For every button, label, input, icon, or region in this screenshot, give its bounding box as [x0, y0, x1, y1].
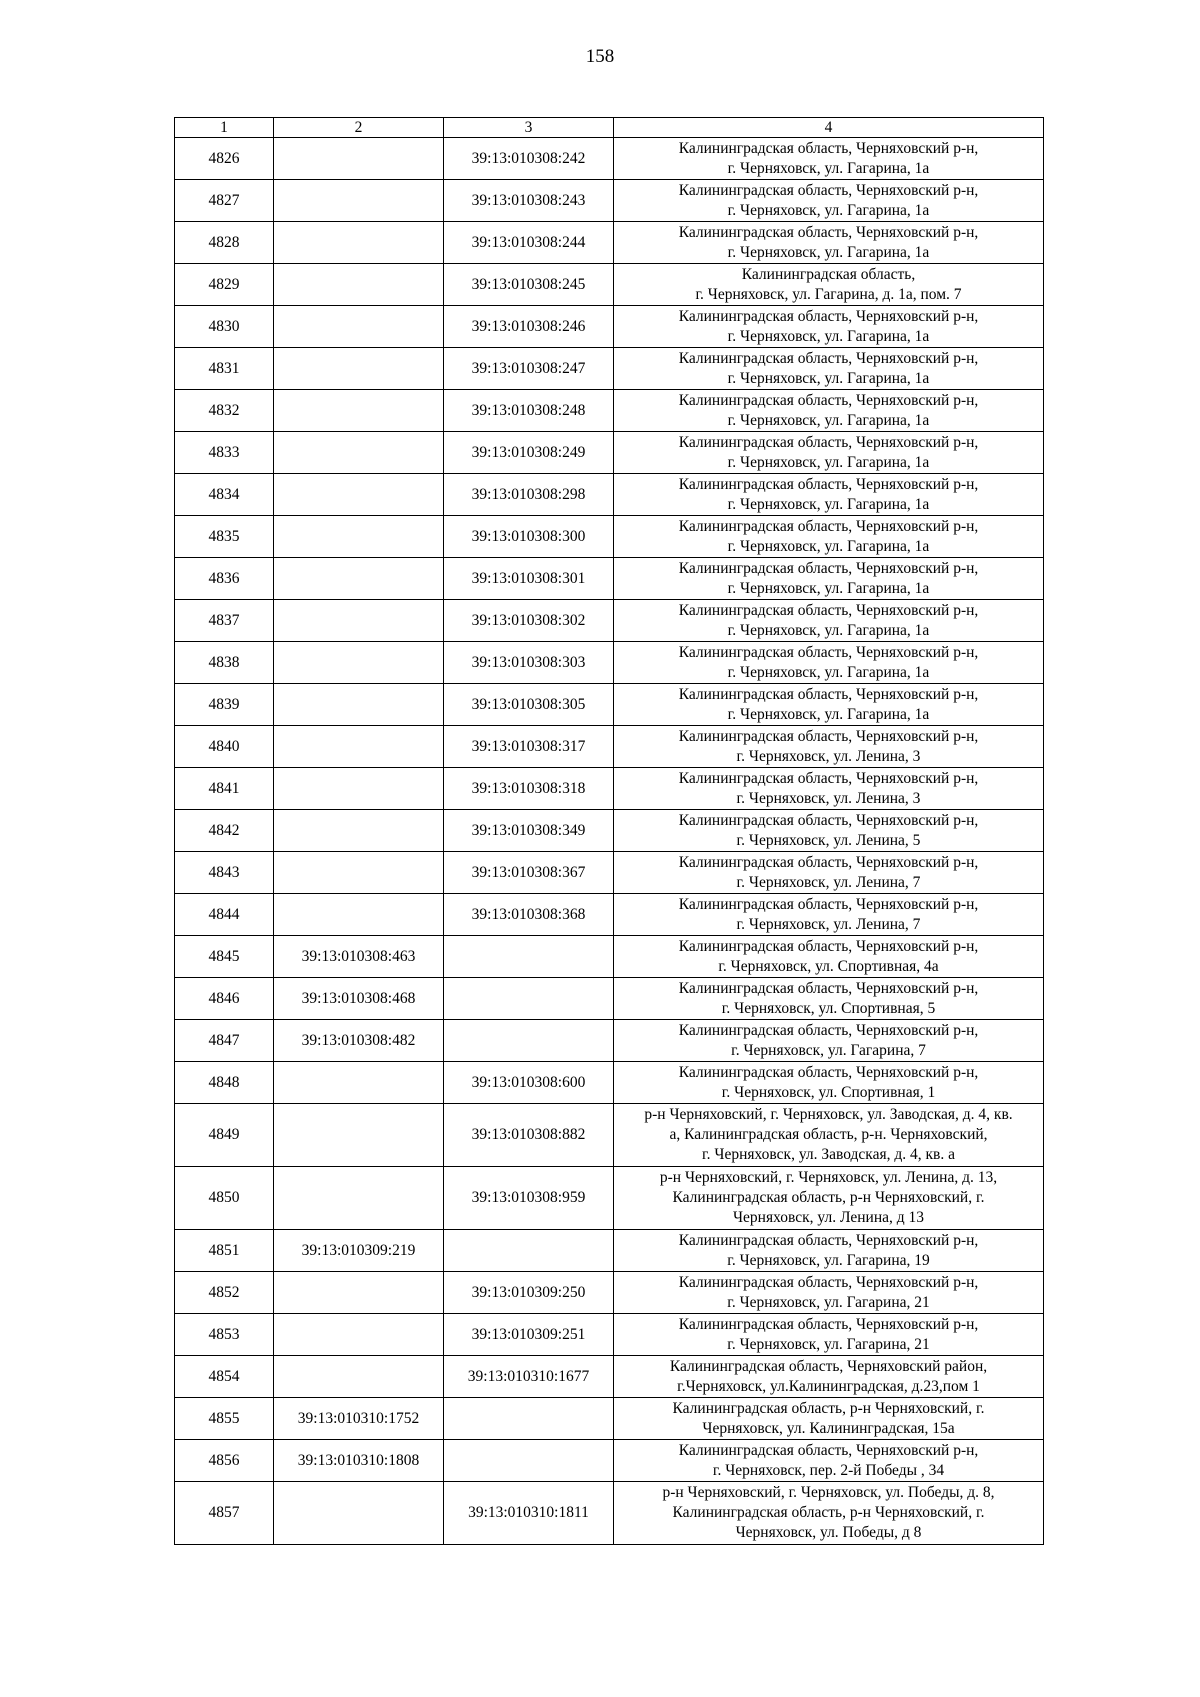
row-number-cell: 4852: [175, 1272, 274, 1314]
row-number-cell: 4850: [175, 1167, 274, 1230]
cadastral-number-col2-cell: 39:13:010309:219: [274, 1230, 444, 1272]
row-number-cell: 4847: [175, 1020, 274, 1062]
cadastral-number-col3-cell: [444, 936, 614, 978]
address-cell: Калининградская область, Черняховский район, г.Черняховск, ул.Калининградская, д.23,пом 1: [614, 1356, 1044, 1398]
cadastral-number-col2-cell: [274, 810, 444, 852]
cadastral-number-col2-cell: [274, 894, 444, 936]
header-col-1: 1: [175, 118, 274, 138]
cadastral-number-col2-cell: [274, 1356, 444, 1398]
address-cell: Калининградская область, Черняховский р-н, г. Черняховск, ул. Гагарина, 1а: [614, 558, 1044, 600]
table-row: [175, 936, 1044, 978]
table-row: [175, 138, 1044, 180]
row-number-cell: 4834: [175, 474, 274, 516]
table-body: [175, 138, 1044, 1545]
cadastral-number-col2-cell: [274, 1272, 444, 1314]
cadastral-number-col3-cell: [444, 1440, 614, 1482]
address-cell: Калининградская область, г. Черняховск, ул. Гагарина, д. 1а, пом. 7: [614, 264, 1044, 306]
table-row: [175, 1020, 1044, 1062]
cadastral-number-col3-cell: 39:13:010308:882: [444, 1104, 614, 1167]
address-cell: р-н Черняховский, г. Черняховск, ул. Победы, д. 8, Калининградская область, р-н Черняховский, г. Черняховск, ул. Победы, д 8: [614, 1482, 1044, 1545]
table-row: [175, 306, 1044, 348]
table-header: [175, 118, 1044, 138]
table-row: [175, 684, 1044, 726]
cadastral-number-col2-cell: [274, 1062, 444, 1104]
cadastral-number-col2-cell: [274, 1314, 444, 1356]
cadastral-number-col2-cell: [274, 600, 444, 642]
table-row: [175, 978, 1044, 1020]
cadastral-number-col3-cell: 39:13:010308:243: [444, 180, 614, 222]
header-col-3: 3: [444, 118, 614, 138]
table-row: [175, 1482, 1044, 1545]
address-cell: Калининградская область, Черняховский р-н, г. Черняховск, ул. Ленина, 7: [614, 852, 1044, 894]
cadastral-number-col2-cell: 39:13:010308:463: [274, 936, 444, 978]
address-cell: Калининградская область, Черняховский р-н, г. Черняховск, пер. 2-й Победы , 34: [614, 1440, 1044, 1482]
table-row: [175, 180, 1044, 222]
address-cell: Калининградская область, Черняховский р-н, г. Черняховск, ул. Гагарина, 1а: [614, 390, 1044, 432]
cadastral-number-col3-cell: 39:13:010310:1677: [444, 1356, 614, 1398]
cadastral-number-col3-cell: 39:13:010308:367: [444, 852, 614, 894]
address-cell: Калининградская область, р-н Черняховский, г. Черняховск, ул. Калининградская, 15а: [614, 1398, 1044, 1440]
cadastral-number-col2-cell: [274, 516, 444, 558]
cadastral-number-col3-cell: [444, 1020, 614, 1062]
cadastral-number-col2-cell: [274, 768, 444, 810]
row-number-cell: 4857: [175, 1482, 274, 1545]
row-number-cell: 4838: [175, 642, 274, 684]
row-number-cell: 4842: [175, 810, 274, 852]
cadastral-number-col2-cell: [274, 390, 444, 432]
cadastral-number-col3-cell: 39:13:010308:300: [444, 516, 614, 558]
row-number-cell: 4830: [175, 306, 274, 348]
row-number-cell: 4836: [175, 558, 274, 600]
address-cell: Калининградская область, Черняховский р-н, г. Черняховск, ул. Гагарина, 1а: [614, 432, 1044, 474]
table-row: [175, 516, 1044, 558]
cadastral-number-col3-cell: 39:13:010309:250: [444, 1272, 614, 1314]
cadastral-number-col2-cell: [274, 642, 444, 684]
address-cell: Калининградская область, Черняховский р-н, г. Черняховск, ул. Гагарина, 1а: [614, 684, 1044, 726]
table-row: [175, 894, 1044, 936]
row-number-cell: 4828: [175, 222, 274, 264]
header-col-2: 2: [274, 118, 444, 138]
cadastral-number-col3-cell: 39:13:010308:246: [444, 306, 614, 348]
row-number-cell: 4856: [175, 1440, 274, 1482]
address-cell: Калининградская область, Черняховский р-н, г. Черняховск, ул. Гагарина, 1а: [614, 180, 1044, 222]
address-cell: Калининградская область, Черняховский р-н, г. Черняховск, ул. Гагарина, 21: [614, 1272, 1044, 1314]
cadastral-number-col2-cell: [274, 684, 444, 726]
table-row: [175, 768, 1044, 810]
row-number-cell: 4854: [175, 1356, 274, 1398]
cadastral-number-col2-cell: 39:13:010310:1752: [274, 1398, 444, 1440]
row-number-cell: 4855: [175, 1398, 274, 1440]
address-cell: Калининградская область, Черняховский р-н, г. Черняховск, ул. Гагарина, 1а: [614, 642, 1044, 684]
header-col-4: 4: [614, 118, 1044, 138]
cadastral-number-col2-cell: [274, 306, 444, 348]
row-number-cell: 4853: [175, 1314, 274, 1356]
cadastral-number-col2-cell: [274, 1482, 444, 1545]
address-cell: Калининградская область, Черняховский р-н, г. Черняховск, ул. Гагарина, 7: [614, 1020, 1044, 1062]
table-row: [175, 1062, 1044, 1104]
cadastral-number-col3-cell: 39:13:010308:303: [444, 642, 614, 684]
address-cell: р-н Черняховский, г. Черняховск, ул. Ленина, д. 13, Калининградская область, р-н Черняховский, г. Черняховск, ул. Ленина, д 13: [614, 1167, 1044, 1230]
address-cell: Калининградская область, Черняховский р-н, г. Черняховск, ул. Гагарина, 1а: [614, 348, 1044, 390]
cadastral-number-col2-cell: 39:13:010310:1808: [274, 1440, 444, 1482]
table-row: [175, 852, 1044, 894]
cadastral-number-col3-cell: 39:13:010308:242: [444, 138, 614, 180]
address-cell: Калининградская область, Черняховский р-н, г. Черняховск, ул. Ленина, 3: [614, 768, 1044, 810]
cadastral-number-col2-cell: [274, 432, 444, 474]
cadastral-number-col2-cell: 39:13:010308:468: [274, 978, 444, 1020]
cadastral-number-col3-cell: 39:13:010308:959: [444, 1167, 614, 1230]
cadastral-number-col3-cell: 39:13:010309:251: [444, 1314, 614, 1356]
cadastral-number-col3-cell: 39:13:010308:247: [444, 348, 614, 390]
table-row: [175, 1314, 1044, 1356]
row-number-cell: 4849: [175, 1104, 274, 1167]
row-number-cell: 4840: [175, 726, 274, 768]
row-number-cell: 4832: [175, 390, 274, 432]
cadastral-number-col3-cell: 39:13:010308:301: [444, 558, 614, 600]
cadastral-number-col3-cell: [444, 1398, 614, 1440]
page-number: 158: [585, 46, 615, 67]
row-number-cell: 4826: [175, 138, 274, 180]
row-number-cell: 4848: [175, 1062, 274, 1104]
cadastral-number-col3-cell: 39:13:010308:318: [444, 768, 614, 810]
row-number-cell: 4846: [175, 978, 274, 1020]
address-cell: Калининградская область, Черняховский р-н, г. Черняховск, ул. Гагарина, 1а: [614, 516, 1044, 558]
cadastral-number-col2-cell: [274, 180, 444, 222]
row-number-cell: 4833: [175, 432, 274, 474]
table-row: [175, 600, 1044, 642]
cadastral-number-col3-cell: 39:13:010308:302: [444, 600, 614, 642]
table-row: [175, 1230, 1044, 1272]
table-row: [175, 1398, 1044, 1440]
address-cell: Калининградская область, Черняховский р-н, г. Черняховск, ул. Ленина, 3: [614, 726, 1044, 768]
row-number-cell: 4829: [175, 264, 274, 306]
cadastral-number-col2-cell: [274, 348, 444, 390]
address-cell: Калининградская область, Черняховский р-н, г. Черняховск, ул. Гагарина, 19: [614, 1230, 1044, 1272]
address-cell: Калининградская область, Черняховский р-н, г. Черняховск, ул. Спортивная, 1: [614, 1062, 1044, 1104]
cadastral-number-col2-cell: [274, 474, 444, 516]
table-row: [175, 1104, 1044, 1167]
cadastral-number-col2-cell: [274, 138, 444, 180]
row-number-cell: 4837: [175, 600, 274, 642]
cadastral-number-col3-cell: 39:13:010308:245: [444, 264, 614, 306]
table-row: [175, 264, 1044, 306]
row-number-cell: 4835: [175, 516, 274, 558]
table-row: [175, 1356, 1044, 1398]
table-row: [175, 348, 1044, 390]
row-number-cell: 4844: [175, 894, 274, 936]
table-row: [175, 1440, 1044, 1482]
table-row: [175, 1272, 1044, 1314]
cadastral-number-col3-cell: 39:13:010308:244: [444, 222, 614, 264]
table-row: [175, 810, 1044, 852]
row-number-cell: 4851: [175, 1230, 274, 1272]
row-number-cell: 4841: [175, 768, 274, 810]
cadastral-number-col2-cell: [274, 1167, 444, 1230]
row-number-cell: 4843: [175, 852, 274, 894]
address-cell: Калининградская область, Черняховский р-н, г. Черняховск, ул. Ленина, 5: [614, 810, 1044, 852]
address-cell: Калининградская область, Черняховский р-н, г. Черняховск, ул. Гагарина, 1а: [614, 474, 1044, 516]
address-cell: Калининградская область, Черняховский р-н, г. Черняховск, ул. Спортивная, 4а: [614, 936, 1044, 978]
address-cell: Калининградская область, Черняховский р-н, г. Черняховск, ул. Ленина, 7: [614, 894, 1044, 936]
cadastral-number-col3-cell: 39:13:010308:248: [444, 390, 614, 432]
cadastral-number-col3-cell: [444, 1230, 614, 1272]
cadastral-number-col3-cell: [444, 978, 614, 1020]
cadastral-number-col2-cell: [274, 1104, 444, 1167]
row-number-cell: 4845: [175, 936, 274, 978]
cadastral-number-col3-cell: 39:13:010308:249: [444, 432, 614, 474]
header-row: [175, 118, 1044, 138]
address-cell: Калининградская область, Черняховский р-н, г. Черняховск, ул. Спортивная, 5: [614, 978, 1044, 1020]
cadastral-number-col2-cell: 39:13:010308:482: [274, 1020, 444, 1062]
table-row: [175, 642, 1044, 684]
cadastral-number-col3-cell: 39:13:010308:305: [444, 684, 614, 726]
address-cell: Калининградская область, Черняховский р-н, г. Черняховск, ул. Гагарина, 21: [614, 1314, 1044, 1356]
cadastral-number-col2-cell: [274, 558, 444, 600]
row-number-cell: 4831: [175, 348, 274, 390]
cadastral-number-col3-cell: 39:13:010308:349: [444, 810, 614, 852]
cadastral-number-col2-cell: [274, 264, 444, 306]
table-row: [175, 432, 1044, 474]
table-row: [175, 390, 1044, 432]
registry-table: [174, 117, 1044, 1545]
cadastral-number-col3-cell: 39:13:010308:600: [444, 1062, 614, 1104]
row-number-cell: 4827: [175, 180, 274, 222]
table-row: [175, 1167, 1044, 1230]
table-row: [175, 726, 1044, 768]
cadastral-number-col3-cell: 39:13:010310:1811: [444, 1482, 614, 1545]
table-row: [175, 558, 1044, 600]
address-cell: Калининградская область, Черняховский р-н, г. Черняховск, ул. Гагарина, 1а: [614, 600, 1044, 642]
table-row: [175, 474, 1044, 516]
address-cell: Калининградская область, Черняховский р-н, г. Черняховск, ул. Гагарина, 1а: [614, 138, 1044, 180]
cadastral-number-col2-cell: [274, 852, 444, 894]
cadastral-number-col3-cell: 39:13:010308:298: [444, 474, 614, 516]
cadastral-number-col2-cell: [274, 726, 444, 768]
table-row: [175, 222, 1044, 264]
row-number-cell: 4839: [175, 684, 274, 726]
address-cell: Калининградская область, Черняховский р-н, г. Черняховск, ул. Гагарина, 1а: [614, 306, 1044, 348]
address-cell: р-н Черняховский, г. Черняховск, ул. Заводская, д. 4, кв. а, Калининградская область, р-н. Черняховский, г. Черняховск, ул. Заводская, д. 4, кв. а: [614, 1104, 1044, 1167]
cadastral-number-col2-cell: [274, 222, 444, 264]
cadastral-number-col3-cell: 39:13:010308:368: [444, 894, 614, 936]
cadastral-number-col3-cell: 39:13:010308:317: [444, 726, 614, 768]
address-cell: Калининградская область, Черняховский р-н, г. Черняховск, ул. Гагарина, 1а: [614, 222, 1044, 264]
